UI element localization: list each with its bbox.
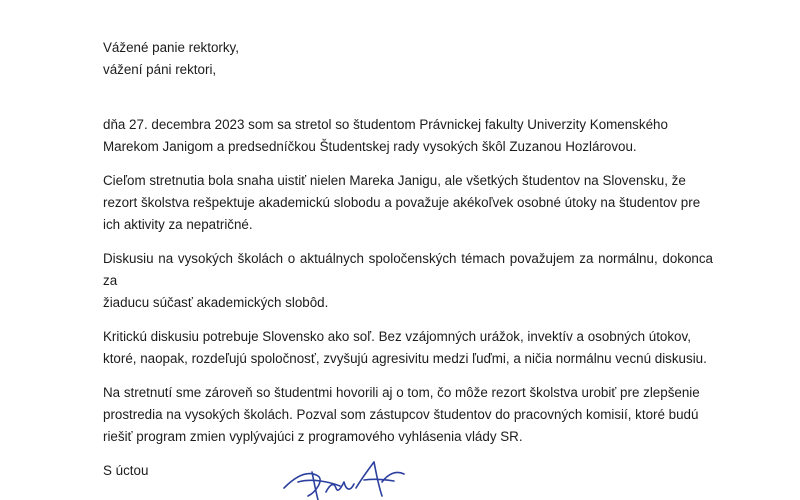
paragraph-line: prostredia na vysokých školách. Pozval som zástupcov študentov do pracovných komisií, ktoré budú (103, 407, 699, 422)
closing: S úctou (103, 463, 149, 478)
paragraph-line: žiaducu súčasť akademických slobôd. (103, 295, 329, 310)
paragraph-line: riešiť program zmien vyplývajúci z programového vyhlásenia vlády SR. (103, 429, 523, 444)
paragraph-line: ktoré, naopak, rozdeľujú spoločnosť, zvyšujú agresivitu medzi ľuďmi, a ničia normálnu vecnú diskusiu. (103, 351, 707, 366)
paragraph-meeting (103, 114, 713, 158)
salutation (103, 37, 713, 81)
paragraph-line: Marekom Janigom a predsedníčkou Študentskej rady vysokých škôl Zuzanou Hozlárovou. (103, 139, 637, 154)
handwritten-signature-icon (278, 452, 418, 500)
paragraph-line: Diskusiu na vysokých školách o aktuálnych spoločenských témach považujem za normálnu, dokonca za (103, 251, 713, 288)
salutation-line: Vážené panie rektorky, (103, 40, 239, 55)
signature-drawing (278, 452, 418, 500)
paragraph-line: Na stretnutí sme zároveň so študentmi hovorili aj o tom, čo môže rezort školstva urobiť pre zlepšenie (103, 385, 700, 400)
paragraph-line: rezort školstva rešpektuje akademickú slobodu a považuje akékoľvek osobné útoky na študentov pre (103, 195, 701, 210)
paragraph-commissions (103, 382, 713, 448)
paragraph-discussion (103, 248, 713, 314)
paragraph-line: ich aktivity za nepatričné. (103, 217, 253, 232)
paragraph-line: dňa 27. decembra 2023 som sa stretol so študentom Právnickej fakulty Univerzity Komenského (103, 117, 668, 132)
paragraph-purpose (103, 170, 713, 236)
paragraph-critical-discussion (103, 326, 713, 370)
paragraph-line: Kritickú diskusiu potrebuje Slovensko ako soľ. Bez vzájomných urážok, invektív a osobných útokov, (103, 329, 691, 344)
paragraph-line: Cieľom stretnutia bola snaha uistiť nielen Mareka Janigu, ale všetkých študentov na Slovensku, že (103, 173, 686, 188)
letter-body (103, 37, 713, 482)
salutation-line: vážení páni rektori, (103, 62, 217, 77)
